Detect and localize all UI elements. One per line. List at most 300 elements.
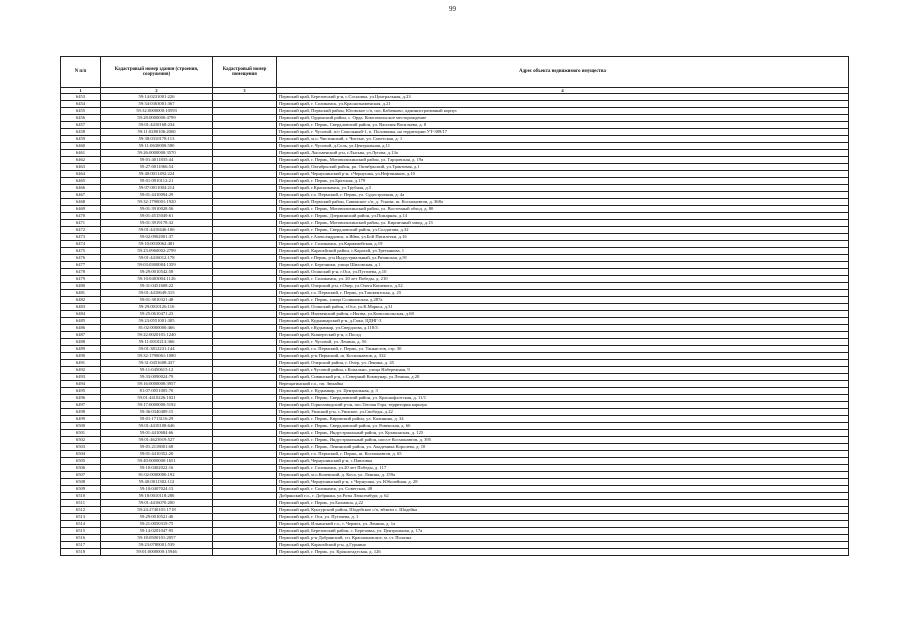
address-cell: Пермский край, г. Соликамск, ул.Краснознаменская, д.21 [277, 101, 849, 108]
cadastral-building-number: 59:03:0300084:1359 [101, 262, 213, 269]
cadastral-building-number: 59:23:0960002:2799 [101, 248, 213, 255]
cadastral-building-number: 59:01:3810321:48 [101, 297, 213, 304]
cadastral-room-number [213, 444, 277, 451]
cadastral-building-number: 59:29:0010542:58 [101, 269, 213, 276]
table-row [61, 332, 849, 339]
row-number: 6453 [61, 94, 101, 101]
row-number: 6477 [61, 262, 101, 269]
address-cell: Пермский край, Карагайский р-н, д.Гурнино [277, 542, 849, 549]
table-row [61, 339, 849, 346]
cadastral-room-number [213, 549, 277, 556]
address-cell: Пермский край, Уинский р-н, с.Уинское, ул.Свободы, д.22 [277, 409, 849, 416]
table-row [61, 150, 849, 157]
cadastral-building-number: 59:01:4011835:44 [101, 157, 213, 164]
cadastral-building-number: 59:10:0403004:1126 [101, 276, 213, 283]
table-row [61, 472, 849, 479]
header-num: N п/п [61, 57, 101, 88]
cadastral-room-number [213, 171, 277, 178]
cadastral-room-number [213, 402, 277, 409]
row-number: 6502 [61, 437, 101, 444]
cadastral-room-number [213, 360, 277, 367]
address-cell: Пермский край, Октябрьский район, рп. Октябрьский, ул.Трактовая, д.1 [277, 164, 849, 171]
address-cell: Пермский край, г. Пермь, Кировский район, ул. Калинина, д. 34 [277, 416, 849, 423]
table-header [61, 57, 849, 94]
address-cell: Пермский край, г. Пермь, ул. Кронштадтская, д. 126 [277, 549, 849, 556]
address-cell: Пермский край, г.Краснокамск, ул.Трубная, д.5 [277, 185, 849, 192]
address-cell: Пермский край, г. Соликамск, ул.20 лет Победы, д. 117 [277, 465, 849, 472]
address-cell: Пермский край, г. Пермь, Мотовилихинский район, ул. Гарцовская, д. 19а [277, 157, 849, 164]
table-row [61, 269, 849, 276]
column-number: 1 [61, 88, 101, 94]
cadastral-room-number [213, 290, 277, 297]
row-number: 6512 [61, 507, 101, 514]
row-number: 6508 [61, 479, 101, 486]
cadastral-room-number [213, 234, 277, 241]
cadastral-room-number [213, 122, 277, 129]
row-number: 6499 [61, 416, 101, 423]
address-cell: Пермский край, р-н Добрянский, г.п. Краснокамское, м. ст. Полазна [277, 535, 849, 542]
address-cell: Пермский край, г. Березники, улица Шиловская, д.1 [277, 262, 849, 269]
row-number: 6462 [61, 157, 101, 164]
table-row [61, 367, 849, 374]
header-cadastral-room: Кадастровый номер помещения [213, 57, 277, 88]
cadastral-room-number [213, 185, 277, 192]
cadastral-building-number: 59:18:0500101:2057 [101, 535, 213, 542]
row-number: 6454 [61, 101, 101, 108]
cadastral-building-number: 59:11:0280106:2060 [101, 129, 213, 136]
address-cell: Пермский край, г. Соликамск, ул. 20 лет Победы, д. 210 [277, 276, 849, 283]
cadastral-building-number: 59:07:0011004:214 [101, 185, 213, 192]
cadastral-building-number: 59:10:0407024:13 [101, 486, 213, 493]
cadastral-room-number [213, 304, 277, 311]
table-row [61, 248, 849, 255]
cadastral-building-number: 59:40:0011492:224 [101, 171, 213, 178]
address-cell: Пермский край, Сивинский р-н, с.Северный Коммунар, ул.Ленина, д.20 [277, 374, 849, 381]
address-cell: Пермский край, г. Чусовой, п/о Сокольный-1, п. Половинка, на территории УТ-389/17 [277, 129, 849, 136]
cadastral-room-number [213, 437, 277, 444]
cadastral-room-number [213, 129, 277, 136]
table-row [61, 325, 849, 332]
row-number: 6479 [61, 276, 101, 283]
cadastral-room-number [213, 423, 277, 430]
address-cell: Пермский край, Березовский район, с. Березовка, ул. Центральная, д. 17а [277, 528, 849, 535]
cadastral-room-number [213, 220, 277, 227]
cadastral-building-number: 59:33:0090024:79 [101, 374, 213, 381]
cadastral-building-number: 59:01:4623919:527 [101, 437, 213, 444]
address-cell: Пермский край, г.о. Пермский, г. Пермь, ш. Космонавтов, д. 65 [277, 451, 849, 458]
cadastral-room-number [213, 262, 277, 269]
row-number: 6485 [61, 318, 101, 325]
address-cell: Пермский край, г. Пермь, Мотовилихинский район, ул. Восточный обход, д. 80 [277, 206, 849, 213]
table-row [61, 542, 849, 549]
table-row [61, 409, 849, 416]
row-number: 6467 [61, 192, 101, 199]
row-number: 6488 [61, 339, 101, 346]
row-number: 6471 [61, 220, 101, 227]
row-number: 6472 [61, 227, 101, 234]
address-cell: Пермский край, г. Соликамск, ул. Советская, 48 [277, 486, 849, 493]
cadastral-building-number: 59:11:0450615:12 [101, 367, 213, 374]
cadastral-building-number: 59:01:4515049:61 [101, 213, 213, 220]
address-cell: Пермский край, г. Пермь, Индустриальный район, шоссе Космонавтов, д. 395 [277, 437, 849, 444]
cadastral-room-number [213, 206, 277, 213]
cadastral-room-number [213, 157, 277, 164]
address-cell: Пермский край, г. Пермь, Индустриальный район, ул. Кулаконская, д. 125 [277, 430, 849, 437]
cadastral-building-number: 59:01:3910028:56 [101, 206, 213, 213]
cadastral-room-number [213, 199, 277, 206]
row-number: 6493 [61, 374, 101, 381]
address-cell: Пермский край, г. Пермь, ул.Балмаша, д.22 [277, 500, 849, 507]
address-cell: Пермский край, Кудымкарский р-н, д.Гажа, ЦДНГ-3 [277, 318, 849, 325]
cadastral-room-number [213, 101, 277, 108]
cadastral-building-number: 59:10:0402022:16 [101, 465, 213, 472]
row-number: 6456 [61, 115, 101, 122]
header-cadastral-building: Кадастровый номер здания (строения, сооружения) [101, 57, 213, 88]
cadastral-room-number [213, 248, 277, 255]
address-cell: Пермский край, Пермский район, Юговское с/п, пос.Кабачково, административный корпус [277, 108, 849, 115]
cadastral-building-number: 59:11:0010213:366 [101, 339, 213, 346]
table-row [61, 535, 849, 542]
column-number: 3 [213, 88, 277, 94]
table-row [61, 136, 849, 143]
cadastral-building-number: 59:02:0902001:37 [101, 234, 213, 241]
cadastral-room-number [213, 108, 277, 115]
table-row [61, 192, 849, 199]
row-number: 6478 [61, 269, 101, 276]
cadastral-building-number: 59:01:0000000:15946 [101, 549, 213, 556]
cadastral-room-number [213, 94, 277, 101]
address-cell: Пермский край, Чернушинский р-н, г. Чернушка, ул. Юбилейная, д. 28 [277, 479, 849, 486]
address-cell: Пермский край, Чернушинский р-н, г.Чернушка, ул.Нефтяников, д.10 [277, 171, 849, 178]
address-cell: Пермский край, Осинский район, г.Оса, ул.К.Маркса, д.31 [277, 304, 849, 311]
table-row [61, 381, 849, 388]
cadastral-building-number: 59:01:3812231:144 [101, 346, 213, 353]
cadastral-room-number [213, 325, 277, 332]
cadastral-room-number [213, 493, 277, 500]
row-number: 6480 [61, 283, 101, 290]
cadastral-room-number [213, 430, 277, 437]
address-cell: Пермский край, г. Пермь, Дзержинский район, ул.Пожарная, д.14 [277, 213, 849, 220]
cadastral-room-number [213, 507, 277, 514]
row-number: 6458 [61, 129, 101, 136]
address-cell: Добрянский г.о., г. Добрянка, ул.Розы Люксембург, д. 62 [277, 493, 849, 500]
cadastral-room-number [213, 150, 277, 157]
table-row [61, 430, 849, 437]
table-row [61, 129, 849, 136]
table-row [61, 143, 849, 150]
cadastral-room-number [213, 514, 277, 521]
cadastral-room-number [213, 367, 277, 374]
table-row [61, 486, 849, 493]
cadastral-building-number: 59:10:0010062:481 [101, 241, 213, 248]
table-row [61, 479, 849, 486]
table-row [61, 115, 849, 122]
address-cell: Пермский край, г.Александровск, п.Яйва, ул.Бой Пятилетки, д.16 [277, 234, 849, 241]
table-row [61, 521, 849, 528]
row-number: 6455 [61, 108, 101, 115]
cadastral-room-number [213, 283, 277, 290]
row-number: 6463 [61, 164, 101, 171]
cadastral-room-number [213, 178, 277, 185]
row-number: 6507 [61, 472, 101, 479]
table-row [61, 311, 849, 318]
table-row [61, 549, 849, 556]
column-number: 2 [101, 88, 213, 94]
cadastral-room-number [213, 276, 277, 283]
address-cell: Пермский край, Кунгурский район, Шадейское с/п, вблизи с. Шадейка [277, 507, 849, 514]
cadastral-room-number [213, 311, 277, 318]
cadastral-building-number: 59:38:0310178:113 [101, 136, 213, 143]
cadastral-building-number: 59:01:0910112:21 [101, 178, 213, 185]
cadastral-building-number: 59:01:4416070:200 [101, 500, 213, 507]
address-cell: Пермский край, г. Соликамск, ул.Кармамейская, д.19 [277, 241, 849, 248]
cadastral-building-number: 59:01:4410094:29 [101, 192, 213, 199]
row-number: 6483 [61, 304, 101, 311]
address-cell: Пермский край, г. Пермь, Мотовилихинский район, ул. Кирпичный завод, д.13 [277, 220, 849, 227]
row-number: 6496 [61, 395, 101, 402]
cadastral-building-number: 59:01:4416012:178 [101, 255, 213, 262]
row-number: 6506 [61, 465, 101, 472]
table-row [61, 500, 849, 507]
row-number: 6459 [61, 136, 101, 143]
row-number: 6461 [61, 150, 101, 157]
address-cell: Пермский край, г. Чусовой, ул. Ленина, д. 5б [277, 339, 849, 346]
cadastral-building-number: 59:28:0000000:4799 [101, 115, 213, 122]
table-row [61, 199, 849, 206]
row-number: 6490 [61, 353, 101, 360]
column-number: 4 [277, 88, 849, 94]
address-cell: Пермский край, г.о. Пермский, г. Пермь, ул. Судостроения, д. 4а [277, 192, 849, 199]
row-number: 6497 [61, 402, 101, 409]
cadastral-room-number [213, 213, 277, 220]
address-cell: Пермский край, г. Чусовой, д.Соль, ул.Центральная, д.11 [277, 143, 849, 150]
table-row [61, 465, 849, 472]
address-cell: Пермский край, Ильинский г.о., г. Чермоз, ул. Ленина, д. 1а [277, 521, 849, 528]
cadastral-building-number: 59:01:4410684:66 [101, 430, 213, 437]
table-row [61, 283, 849, 290]
table-row [61, 402, 849, 409]
row-number: 6510 [61, 493, 101, 500]
row-number: 6481 [61, 290, 101, 297]
cadastral-building-number: 59:18:0010118:286 [101, 493, 213, 500]
row-number: 6469 [61, 206, 101, 213]
address-cell: Пермский край, г. Пермь, улица Соликамская, д.287а [277, 297, 849, 304]
address-cell: Пермский край, г.Кудымкар, ул.Свердлова, д.118/3 [277, 325, 849, 332]
row-number: 6489 [61, 346, 101, 353]
cadastral-building-number: 81:02:0000000:466 [101, 325, 213, 332]
row-number: 6500 [61, 423, 101, 430]
table-row [61, 353, 849, 360]
table-row [61, 493, 849, 500]
table-row [61, 346, 849, 353]
cadastral-room-number [213, 500, 277, 507]
cadastral-building-number: 59:36:0340409:15 [101, 409, 213, 416]
address-cell: Верещагинский г.о., пп. Зюкайка [277, 381, 849, 388]
table-row [61, 423, 849, 430]
table-row [61, 255, 849, 262]
row-number: 6503 [61, 444, 101, 451]
row-number: 6487 [61, 332, 101, 339]
table-row [61, 122, 849, 129]
table-row [61, 416, 849, 423]
row-number: 6457 [61, 122, 101, 129]
table-row [61, 297, 849, 304]
cadastral-building-number: 59:01:4410108:646 [101, 423, 213, 430]
cadastral-building-number: 59:27:0011066:54 [101, 164, 213, 171]
table-row [61, 388, 849, 395]
address-cell: Пермский край, г.Пермь, р-н Индустриальный, ул.Рязанская, д.91 [277, 255, 849, 262]
address-cell: Пермский край, г. Кудымкар, ул. Центральная, д. 3 [277, 388, 849, 395]
cadastral-room-number [213, 227, 277, 234]
row-number: 6466 [61, 185, 101, 192]
cadastral-room-number [213, 458, 277, 465]
cadastral-building-number: 59:01:1713116:29 [101, 416, 213, 423]
table-row [61, 507, 849, 514]
row-number: 6494 [61, 381, 101, 388]
cadastral-room-number [213, 521, 277, 528]
cadastral-room-number [213, 332, 277, 339]
row-number: 6473 [61, 234, 101, 241]
table-row [61, 171, 849, 178]
table-row [61, 304, 849, 311]
cadastral-room-number [213, 486, 277, 493]
header-address: Адрес объекта недвижимого имущества [277, 57, 849, 88]
cadastral-room-number [213, 241, 277, 248]
table-row [61, 213, 849, 220]
cadastral-building-number: 59:40:0000000:1651 [101, 458, 213, 465]
cadastral-room-number [213, 164, 277, 171]
cadastral-building-number: 59:14:0231001:226 [101, 94, 213, 101]
table-row [61, 262, 849, 269]
address-cell: Пермский край, Горнозаводский р-он, пос.Теплая Гора, территория карьера [277, 402, 849, 409]
table-row [61, 227, 849, 234]
table-row [61, 360, 849, 367]
cadastral-room-number [213, 143, 277, 150]
cadastral-room-number [213, 269, 277, 276]
table-row [61, 241, 849, 248]
row-number: 6509 [61, 486, 101, 493]
address-cell: Пермский край, Чернушинский р-н, с.Павловка [277, 458, 849, 465]
cadastral-room-number [213, 381, 277, 388]
header-row [61, 57, 849, 88]
table-row [61, 451, 849, 458]
table-row [61, 458, 849, 465]
table-row [61, 220, 849, 227]
cadastral-room-number [213, 416, 277, 423]
row-number: 6464 [61, 171, 101, 178]
address-cell: Пермский край, Нытвенский район, г.Нытва, ул.Комсомольская, д.68 [277, 311, 849, 318]
cadastral-building-number: 59:16:0000000:3957 [101, 381, 213, 388]
row-number: 6498 [61, 409, 101, 416]
row-number: 6515 [61, 528, 101, 535]
row-number: 6495 [61, 388, 101, 395]
address-cell: Пермский край, г.о. Пермский, г. Пермь, ул. Танкистов, стр. 30 [277, 346, 849, 353]
table-row [61, 444, 849, 451]
cadastral-building-number: 59:01:4410352:20 [101, 451, 213, 458]
address-cell: Пермский край, Очерский район, г. Очер, ул. Ленина, д. 45 [277, 360, 849, 367]
address-cell: Пермский край, г. Пермь, Свердловский район, ул. Краснофлотская, д. 11/1 [277, 395, 849, 402]
address-cell: Пермский край, г. Пермь, Свердловский район, ул. Ровенская, д. 66 [277, 423, 849, 430]
row-number: 6513 [61, 514, 101, 521]
cadastral-building-number: 59:24:2740101:1718 [101, 507, 213, 514]
row-number: 6516 [61, 535, 101, 542]
cadastral-building-number: 59:25:0610471:23 [101, 311, 213, 318]
cadastral-building-number: 59:01:4410168:234 [101, 122, 213, 129]
table-row [61, 395, 849, 402]
table-row [61, 290, 849, 297]
cadastral-building-number: 59:40:0011302:112 [101, 479, 213, 486]
cadastral-room-number [213, 255, 277, 262]
row-number: 6505 [61, 458, 101, 465]
address-cell: Пермский край, Лысьвенский р-н, г.Лысьва, ул.Лугова, д.13а [277, 150, 849, 157]
row-number: 6514 [61, 521, 101, 528]
table-row [61, 234, 849, 241]
cadastral-room-number [213, 192, 277, 199]
address-cell: Пермский край, м.о. Чистинский, г. Чистые, ул. Советская, д. 1 [277, 136, 849, 143]
cadastral-building-number: 59:32:1790001:1920 [101, 199, 213, 206]
row-number: 6491 [61, 360, 101, 367]
cadastral-building-number: 59:01:4410226:1021 [101, 395, 213, 402]
row-number: 6492 [61, 367, 101, 374]
cadastral-building-number: 59:29:0010521:46 [101, 514, 213, 521]
cadastral-building-number: 59:26:0000000:3570 [101, 150, 213, 157]
table-row [61, 157, 849, 164]
cadastral-building-number: 59:14:0201047:95 [101, 528, 213, 535]
cadastral-building-number: 59:17:0000000:5192 [101, 402, 213, 409]
cadastral-room-number [213, 451, 277, 458]
address-cell: Пермский край, г. Пермь, ул.Братская, д.179 [277, 178, 849, 185]
cadastral-room-number [213, 374, 277, 381]
table-body [61, 94, 849, 556]
address-cell: Пермский край, Пермский район, Савинское с/п, д. Ускова, ш. Космонавтов, д. 368а [277, 199, 849, 206]
row-number: 6511 [61, 500, 101, 507]
table-row [61, 185, 849, 192]
table-row [61, 318, 849, 325]
row-number: 6484 [61, 311, 101, 318]
table-row [61, 528, 849, 535]
row-number: 6518 [61, 549, 101, 556]
cadastral-building-number: 59:01:2118001:68 [101, 444, 213, 451]
cadastral-room-number [213, 318, 277, 325]
address-cell: Пермский край, г. Пермь, Свердловский район, ул.Солдатова, д.32 [277, 227, 849, 234]
cadastral-building-number: 59:22:0020101:1240 [101, 332, 213, 339]
cadastral-room-number [213, 395, 277, 402]
table-row [61, 206, 849, 213]
cadastral-room-number [213, 542, 277, 549]
cadastral-room-number [213, 535, 277, 542]
cadastral-building-number: 59:34:0363001:367 [101, 101, 213, 108]
row-number: 6504 [61, 451, 101, 458]
cadastral-building-number: 59:01:3919178:32 [101, 220, 213, 227]
cadastral-room-number [213, 115, 277, 122]
row-number: 6482 [61, 297, 101, 304]
cadastral-building-number: 59:31:0451608:437 [101, 360, 213, 367]
address-cell: Пермский край, г. Оса, ул. Пугачева, д. 1 [277, 514, 849, 521]
cadastral-building-number: 59:01:4410649:315 [101, 290, 213, 297]
cadastral-room-number [213, 346, 277, 353]
cadastral-room-number [213, 388, 277, 395]
cadastral-building-number: 81:07:0051005:70 [101, 388, 213, 395]
cadastral-building-number: 81:02:0000000:192 [101, 472, 213, 479]
table-row [61, 276, 849, 283]
table-row [61, 374, 849, 381]
cadastral-building-number: 59:29:0010126:116 [101, 304, 213, 311]
address-cell: Пермский край, Ординский район, с. Орда, Комсомольское месторождение [277, 115, 849, 122]
cadastral-building-number: 59:31:0451608:22 [101, 283, 213, 290]
cadastral-room-number [213, 528, 277, 535]
cadastral-room-number [213, 136, 277, 143]
address-cell: Пермский край, г.о. Пермский, г. Пермь, ул.Ташкентская, д. 25 [277, 290, 849, 297]
